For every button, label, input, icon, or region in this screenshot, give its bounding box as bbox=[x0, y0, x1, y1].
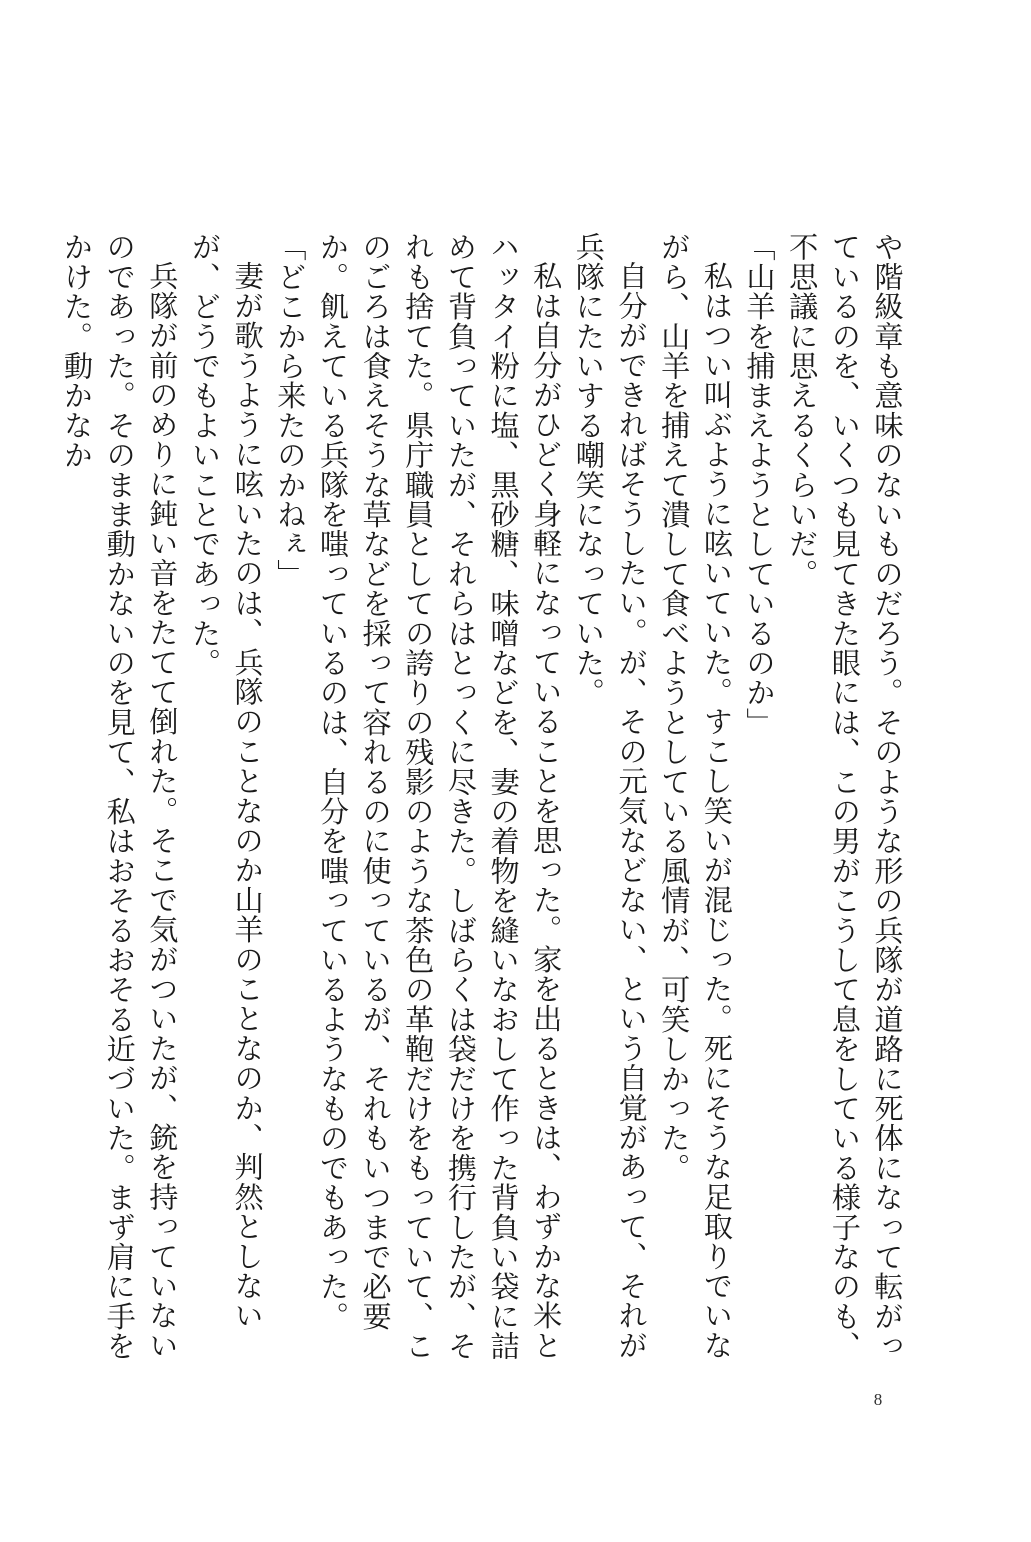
paragraph-5: 私は自分がひどく身軽になっていることを思った。家を出るときは、わずかな米とハッタイ粉に塩、黒砂糖、味噌などを、妻の着物を縫いなおして作った背負い袋に詰めて背負っていたが、それらはとっくに尽きた。しばらくは袋だけを携行したが、それも捨てた。県庁職員としての誇りの残影のような茶色の革鞄だけをもっていて、このごろは食えそうな草などを採って容れるのに使っているが、それもいつまで必要か。飢えている兵隊を嗤っているのは、自分を嗤っているようなものでもあった。 bbox=[315, 232, 563, 1361]
paragraph-1: や階級章も意味のないものだろう。そのような形の兵隊が道路に死体になって転がっているのを、いくつも見てきた眼には、この男がこうして息をしている様子なのも、不思議に思えるくらいだ。 bbox=[784, 232, 904, 1361]
page-number: 8 bbox=[873, 1390, 883, 1409]
body-text bbox=[59, 232, 908, 1372]
paragraph-2: 「山羊を捕まえようとしているのか」 bbox=[742, 232, 777, 737]
paragraph-3: 私はつい叫ぶように呟いていた。すこし笑いが混じった。死にそうな足取りでいながら、山羊を捕えて潰して食べようとしている風情が、可笑しかった。 bbox=[656, 232, 734, 1361]
paragraph-8: 兵隊が前のめりに鈍い音をたてて倒れた。そこで気がついたが、銃を持っていないのであった。そのまま動かないのを見て、私はおそるおそる近づいた。まず肩に手をかけた。動かなか bbox=[59, 232, 179, 1361]
paragraph-4: 自分ができればそうしたい。が、その元気などない、という自覚があって、それが兵隊にたいする嘲笑になっていた。 bbox=[571, 232, 649, 1361]
paragraph-7: 妻が歌うように呟いたのは、兵隊のことなのか山羊のことなのか、判然としないが、どうでもよいことであった。 bbox=[187, 232, 265, 1331]
paragraph-6: 「どこから来たのかねぇ」 bbox=[272, 232, 307, 589]
